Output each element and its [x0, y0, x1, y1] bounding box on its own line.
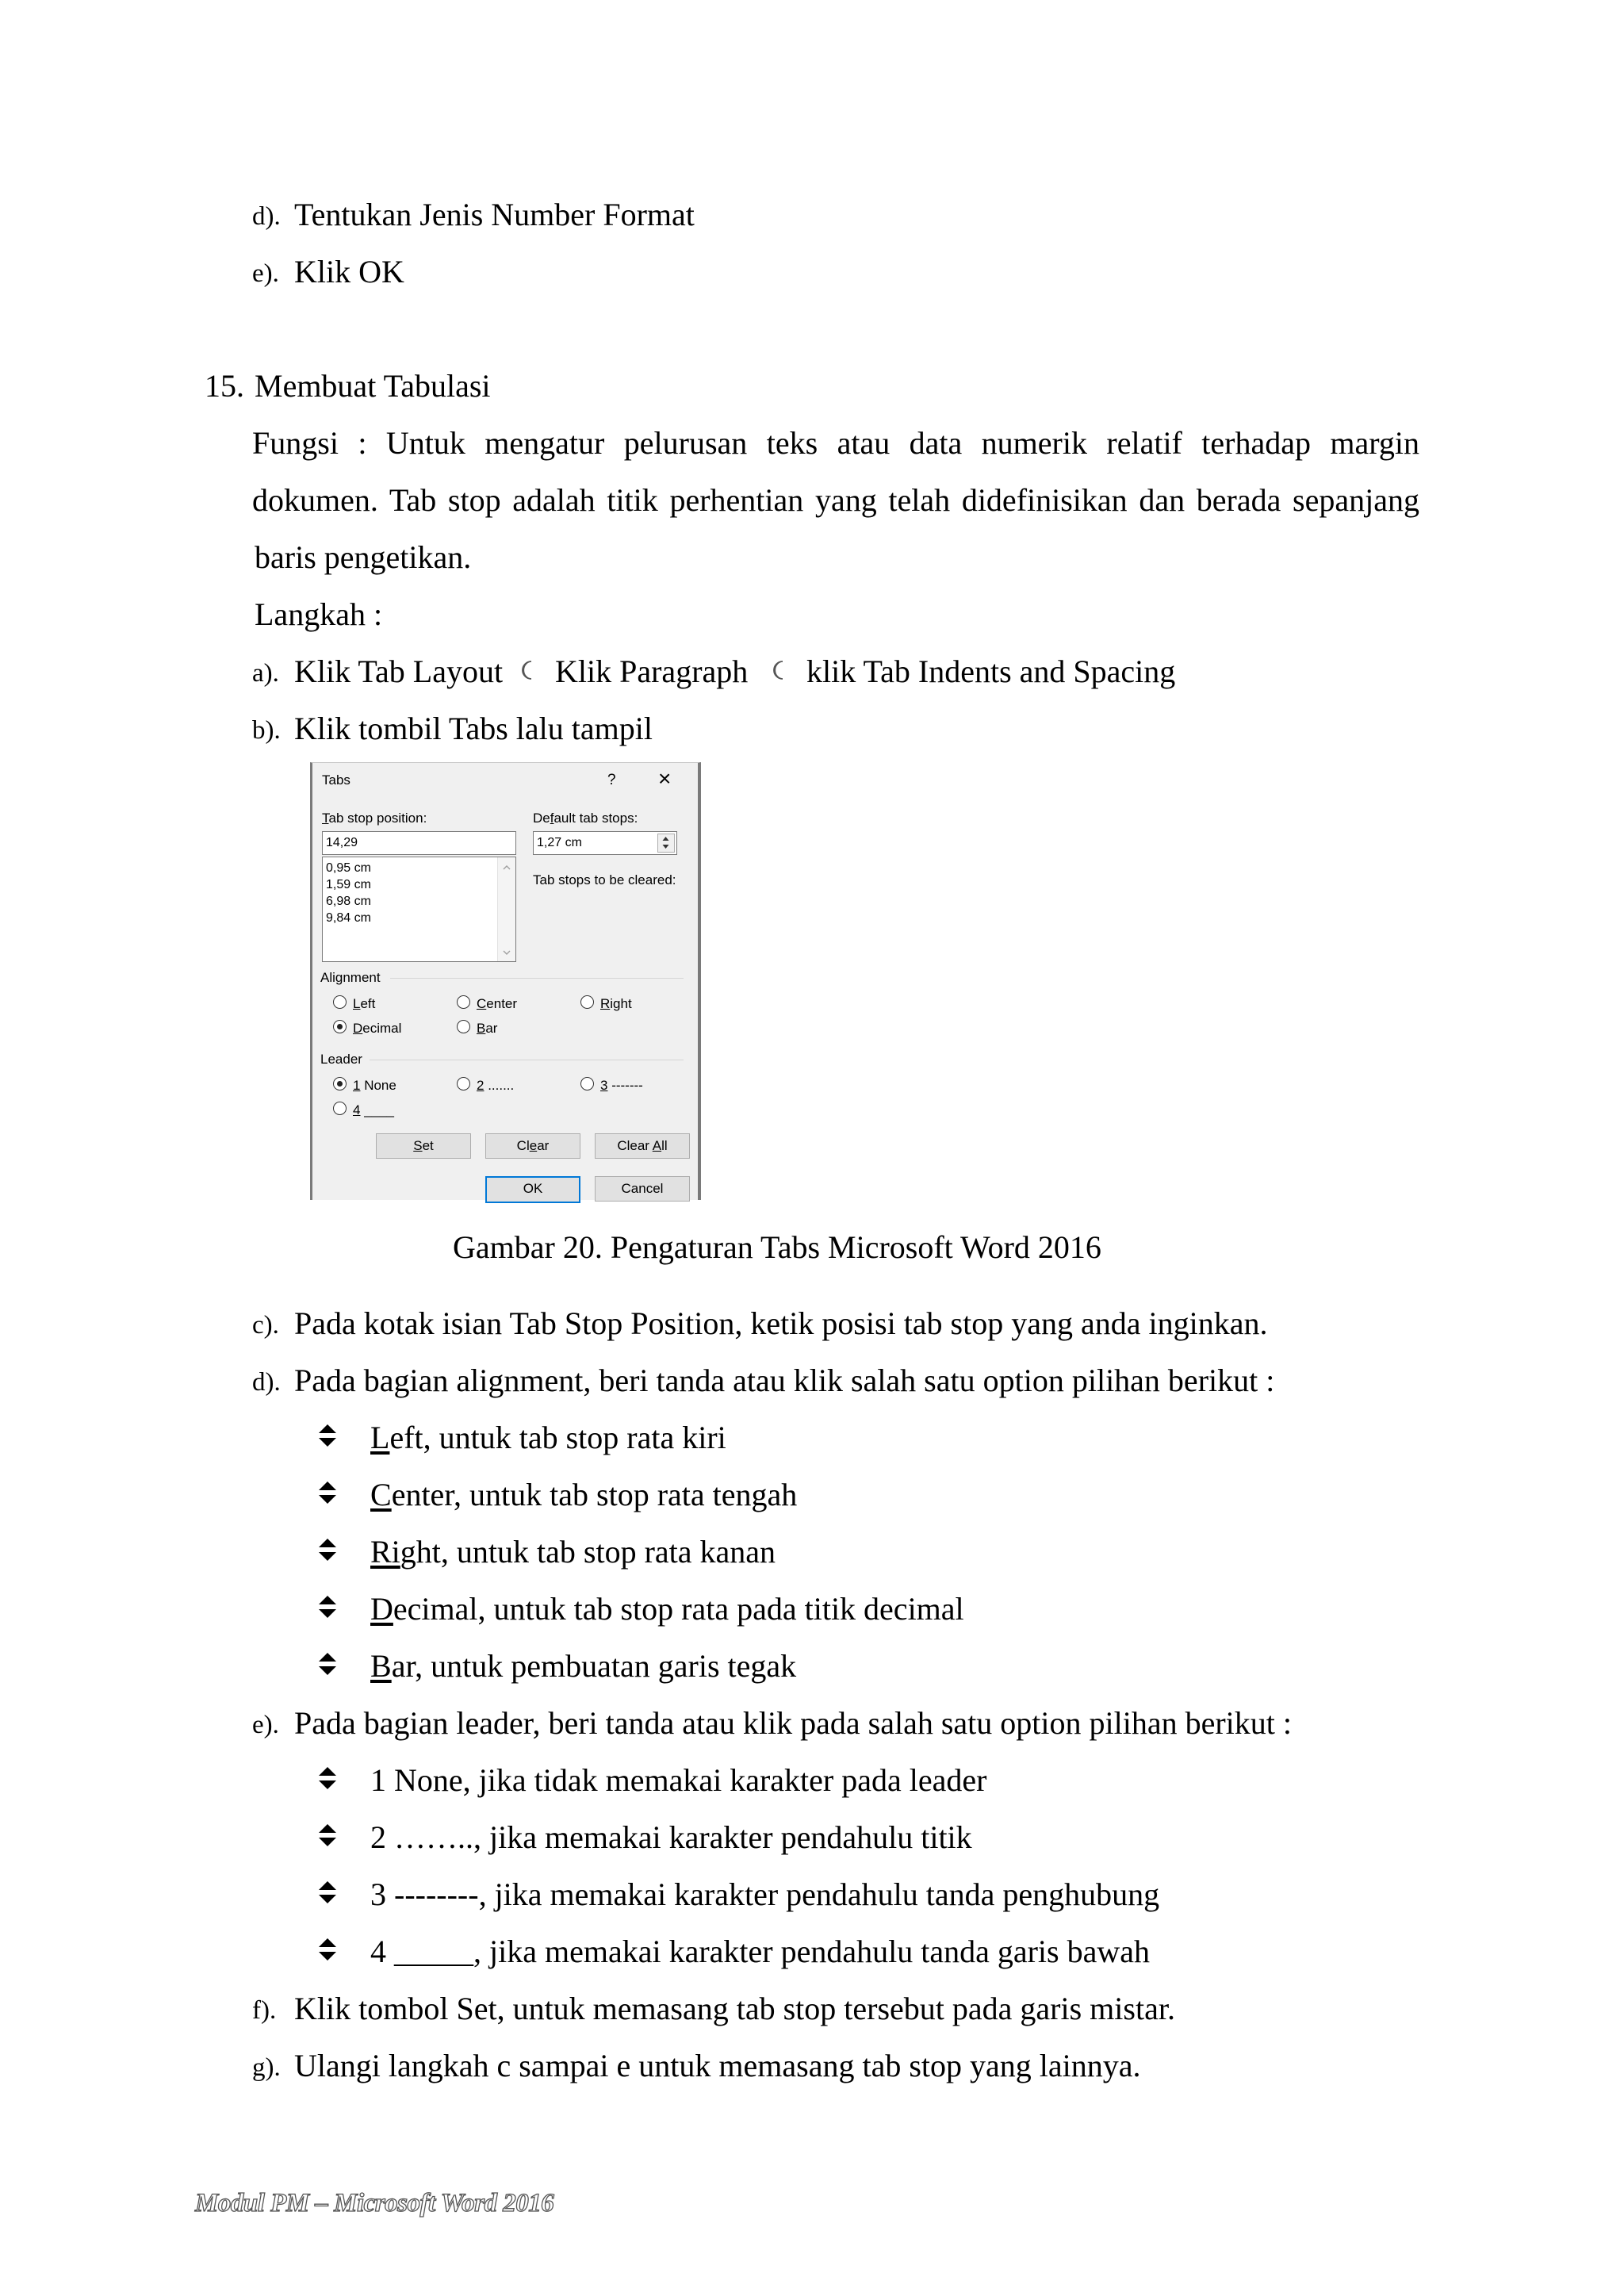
fungsi-line-1: Fungsi : Untuk mengatur pelurusan teks atau data numerik relatif terhadap margin [252, 425, 1419, 461]
bullet-leader-3: 3 --------, jika memakai karakter pendahulu tanda penghubung [370, 1876, 1160, 1912]
alignment-decimal-radio[interactable] [333, 1020, 347, 1033]
alignment-right-label[interactable]: Right [600, 996, 632, 1011]
spinner-arrows[interactable] [657, 834, 675, 853]
alignment-left-radio[interactable] [333, 995, 347, 1009]
alignment-decimal-label[interactable]: Decimal [353, 1021, 402, 1036]
step-e2-text: Pada bagian leader, beri tanda atau klik pada salah satu option pilihan berikut : [294, 1705, 1292, 1741]
default-tab-stops-label: Default tab stops: [533, 811, 638, 826]
step-d2-marker: d). [252, 1368, 281, 1397]
bullet-right: Right, untuk tab stop rata kanan [370, 1534, 776, 1570]
bullet-center: Center, untuk tab stop rata tengah [370, 1477, 798, 1512]
step-d-text: Tentukan Jenis Number Format [294, 197, 695, 232]
leader-2-label[interactable]: 2 ....... [477, 1078, 515, 1093]
ok-button[interactable]: OK [485, 1176, 580, 1203]
alignment-right-radio[interactable] [580, 995, 594, 1009]
alignment-center-radio[interactable] [457, 995, 470, 1009]
close-icon[interactable]: × [658, 766, 672, 791]
step-a-part1: Klik Tab Layout [294, 654, 504, 689]
leader-1-label[interactable]: 1 None [353, 1078, 396, 1093]
leader-2-radio[interactable] [457, 1077, 470, 1091]
crescent-arrow-icon [771, 658, 788, 682]
scroll-up-icon[interactable] [503, 865, 511, 870]
step-f-text: Klik tombol Set, untuk memasang tab stop tersebut pada garis mistar. [294, 1991, 1175, 2026]
tabs-dialog [310, 762, 701, 1200]
leader-3-radio[interactable] [580, 1077, 594, 1091]
up-down-triangle-icon [317, 1879, 338, 1906]
help-icon[interactable]: ? [607, 772, 616, 788]
list-item[interactable]: 6,98 cm [326, 895, 371, 908]
up-down-triangle-icon [317, 1593, 338, 1620]
up-down-triangle-icon [317, 1936, 338, 1963]
alignment-group-label: Alignment [320, 970, 381, 985]
leader-4-radio[interactable] [333, 1102, 347, 1115]
leader-3-label[interactable]: 3 ------- [600, 1078, 643, 1093]
step-e-marker: e). [252, 259, 279, 288]
tab-stop-listbox[interactable] [322, 857, 516, 962]
up-down-triangle-icon [317, 1536, 338, 1563]
tab-stop-position-label: Tab stop position: [322, 811, 427, 826]
alignment-center-label[interactable]: Center [477, 996, 518, 1011]
clear-button[interactable]: Clear [485, 1133, 580, 1159]
bullet-left: Left, untuk tab stop rata kiri [370, 1420, 726, 1455]
step-c-text: Pada kotak isian Tab Stop Position, ketik posisi tab stop yang anda inginkan. [294, 1305, 1268, 1341]
up-down-triangle-icon [317, 1765, 338, 1792]
dialog-title: Tabs [322, 772, 350, 788]
up-down-triangle-icon [317, 1479, 338, 1506]
fungsi-line-3: baris pengetikan. [255, 539, 472, 575]
langkah-label: Langkah : [255, 596, 383, 632]
step-f-marker: f). [252, 1996, 277, 2025]
alignment-left-label[interactable]: Left [353, 996, 376, 1011]
leader-4-label[interactable]: 4 ____ [353, 1102, 395, 1117]
alignment-bar-label[interactable]: Bar [477, 1021, 498, 1036]
alignment-bar-radio[interactable] [457, 1020, 470, 1033]
up-down-triangle-icon [317, 1650, 338, 1677]
cancel-button[interactable]: Cancel [595, 1176, 690, 1202]
bullet-decimal: Decimal, untuk tab stop rata pada titik decimal [370, 1591, 964, 1627]
default-tab-stops-spinner[interactable]: 1,27 cm [533, 831, 677, 855]
figure-caption: Gambar 20. Pengaturan Tabs Microsoft Word 2016 [453, 1229, 1101, 1265]
step-g-text: Ulangi langkah c sampai e untuk memasang tab stop yang lainnya. [294, 2048, 1141, 2083]
step-e-text: Klik OK [294, 254, 404, 289]
up-down-triangle-icon [317, 1422, 338, 1449]
set-button[interactable]: Set [376, 1133, 471, 1159]
scroll-down-icon[interactable] [503, 950, 511, 955]
divider [390, 978, 684, 979]
bullet-leader-2: 2 …….., jika memakai karakter pendahulu titik [370, 1819, 972, 1855]
step-e2-marker: e). [252, 1711, 279, 1739]
step-b-text: Klik tombil Tabs lalu tampil [294, 711, 653, 746]
leader-1-radio[interactable] [333, 1077, 347, 1091]
tab-stops-cleared-label: Tab stops to be cleared: [533, 872, 676, 887]
list-item[interactable]: 0,95 cm [326, 861, 371, 875]
crescent-arrow-icon [519, 658, 537, 682]
bullet-leader-1: 1 None, jika tidak memakai karakter pada leader [370, 1762, 987, 1798]
bullet-leader-4: 4 _____, jika memakai karakter pendahulu tanda garis bawah [370, 1934, 1150, 1969]
section-title: Membuat Tabulasi [255, 368, 491, 404]
step-d2-text: Pada bagian alignment, beri tanda atau klik salah satu option pilihan berikut : [294, 1363, 1275, 1398]
list-item[interactable]: 1,59 cm [326, 878, 371, 891]
listbox-scrollbar[interactable] [497, 857, 515, 961]
spin-up-icon[interactable] [662, 836, 669, 841]
list-item[interactable]: 9,84 cm [326, 911, 371, 925]
step-a-part2: Klik Paragraph [555, 654, 749, 689]
footer-text: Modul PM – Microsoft Word 2016 [195, 2189, 554, 2217]
step-a-part3: klik Tab Indents and Spacing [806, 654, 1176, 689]
step-b-marker: b). [252, 716, 281, 745]
leader-group-label: Leader [320, 1052, 362, 1067]
section-number: 15. [205, 368, 244, 404]
step-d-marker: d). [252, 202, 281, 231]
step-c-marker: c). [252, 1311, 279, 1340]
spin-down-icon[interactable] [662, 844, 669, 849]
step-a-marker: a). [252, 659, 279, 688]
step-g-marker: g). [252, 2053, 281, 2082]
up-down-triangle-icon [317, 1822, 338, 1849]
tab-stop-position-input[interactable]: 14,29 [322, 831, 516, 855]
clear-all-button[interactable]: Clear All [595, 1133, 690, 1159]
bullet-bar: Bar, untuk pembuatan garis tegak [370, 1648, 797, 1684]
fungsi-line-2: dokumen. Tab stop adalah titik perhentian yang telah didefinisikan dan berada sepanjang [252, 482, 1419, 518]
